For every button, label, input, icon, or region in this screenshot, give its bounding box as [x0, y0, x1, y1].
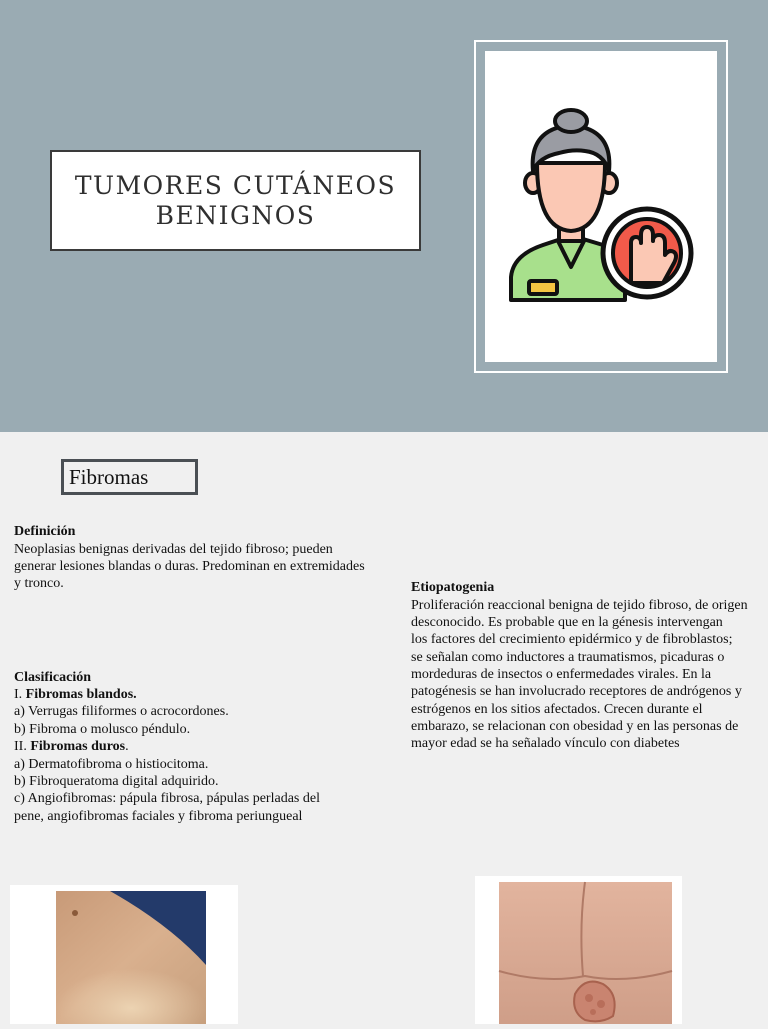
etiopathogenesis-line: Proliferación reaccional benigna de tejido fibroso, de origen [411, 598, 748, 613]
group-2-numeral: II. [14, 739, 31, 754]
section-title-fibromas: Fibromas [61, 459, 198, 495]
etiopathogenesis-heading: Etiopatogenia [411, 580, 495, 595]
classification-item: c) Angiofibromas: pápula fibrosa, pápulas perladas del [14, 791, 320, 806]
classification-group-2 [14, 738, 129, 755]
definition-line-2: generar lesiones blandas o duras. Predominan en extremidades [14, 559, 365, 574]
definition-line-3: y tronco. [14, 576, 64, 591]
classification-item: a) Dermatofibroma o histiocitoma. [14, 757, 209, 772]
classification-item: b) Fibroqueratoma digital adquirido. [14, 774, 219, 789]
etiopathogenesis-line: patogénesis se han involucrado receptores de andrógenos y [411, 684, 742, 699]
doctor-stop-hand-icon [503, 105, 699, 311]
skin-lesion-photo-left [10, 885, 238, 1024]
etiopathogenesis-line: los factores del crecimiento epidérmico y de fibroblastos; [411, 632, 733, 647]
skin-lesion-photo-right [475, 876, 682, 1024]
clinical-photo-frame-left [10, 885, 238, 1024]
classification-item: b) Fibroma o molusco péndulo. [14, 722, 191, 737]
page-title-line-1: TUMORES CUTÁNEOS [74, 170, 397, 200]
classification-heading: Clasificación [14, 670, 91, 685]
group-2-suffix: . [125, 739, 129, 754]
classification-group-1 [14, 686, 137, 703]
definition-heading: Definición [14, 524, 76, 539]
title-box [50, 150, 421, 251]
classification-item: pene, angiofibromas faciales y fibroma periungueal [14, 809, 303, 824]
group-1-title: Fibromas blandos. [25, 687, 137, 702]
clinical-photo-frame-right [475, 876, 682, 1024]
group-1-numeral: I. [14, 687, 26, 702]
classification-item: a) Verrugas filiformes o acrocordones. [14, 704, 229, 719]
etiopathogenesis-line: mordeduras de insectos o enfermedades virales. En la [411, 667, 712, 682]
etiopathogenesis-line: se señalan como inductores a traumatismos, picaduras o [411, 650, 725, 665]
etiopathogenesis-line: embarazo, se relacionan con obesidad y en las personas de [411, 719, 739, 734]
group-2-title: Fibromas duros [30, 739, 126, 754]
definition-line-1: Neoplasias benignas derivadas del tejido fibroso; pueden [14, 542, 333, 557]
etiopathogenesis-line: estrógenos en los sitios afectados. Crecen durante el [411, 702, 703, 717]
etiopathogenesis-line: mayor edad se ha señalado vínculo con diabetes [411, 736, 680, 751]
page-title-line-2: BENIGNOS [155, 200, 316, 230]
etiopathogenesis-line: desconocido. Es probable que en la génesis intervengan [411, 615, 723, 630]
